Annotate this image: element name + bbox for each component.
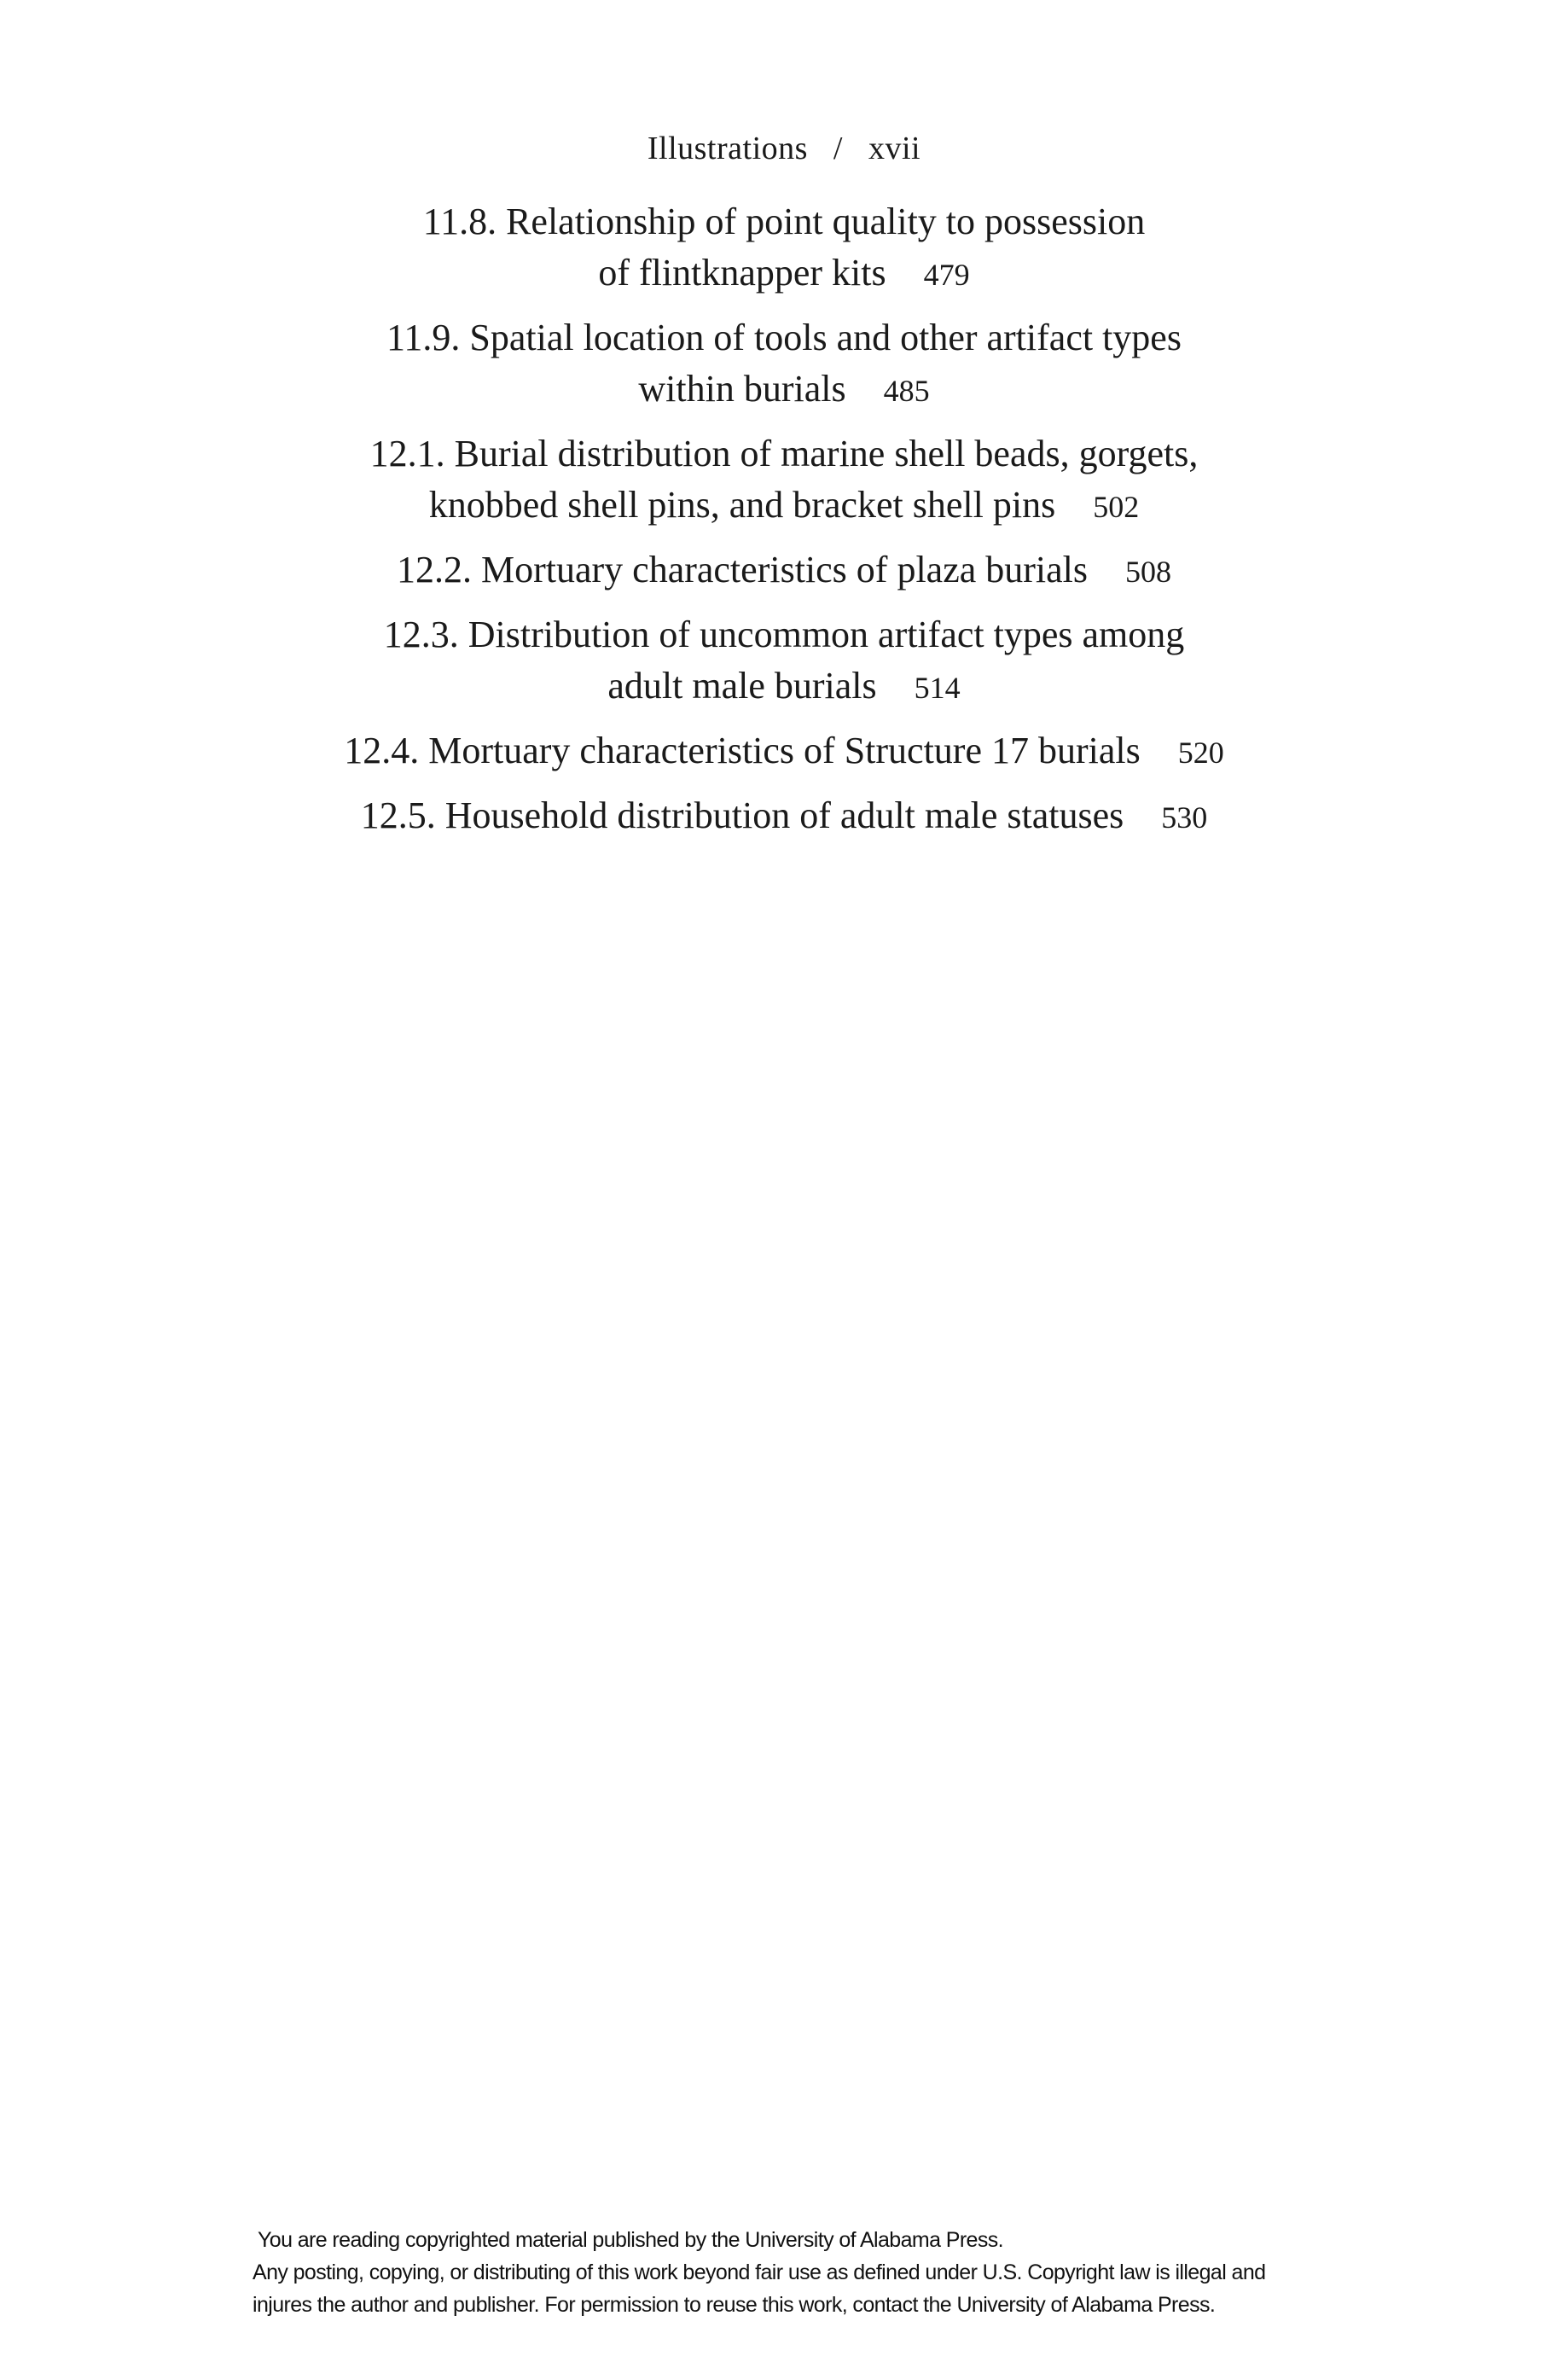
entry-second-line — [0, 364, 1568, 416]
entry-second-line — [0, 660, 1568, 713]
entry-first-line — [0, 312, 1568, 364]
entry-page-number: 485 — [883, 374, 930, 408]
entry-caption: Mortuary characteristics of Structure 17 burials — [428, 730, 1141, 771]
entry-page-number: 479 — [923, 258, 970, 292]
entry-first-line — [0, 544, 1568, 597]
entry-first-line — [0, 609, 1568, 660]
list-item — [0, 609, 1568, 713]
entry-second-line — [0, 247, 1568, 300]
entry-number: 12.2. — [396, 549, 472, 591]
entry-first-line — [0, 428, 1568, 480]
entry-first-line — [0, 725, 1568, 778]
list-item — [0, 428, 1568, 532]
entry-number: 12.4. — [344, 730, 420, 771]
entry-second-line — [0, 480, 1568, 532]
list-item — [0, 544, 1568, 597]
entry-caption: Relationship of point quality to possession — [506, 201, 1146, 242]
copyright-notice-line: You are reading copyrighted material published by the University of Alabama Press. — [258, 2228, 1004, 2252]
list-item — [0, 312, 1568, 416]
entry-first-line — [0, 790, 1568, 843]
entry-page-number: 520 — [1177, 736, 1224, 770]
entry-page-number: 530 — [1161, 800, 1208, 835]
entry-caption: Household distribution of adult male statuses — [444, 794, 1124, 836]
entry-number: 11.9. — [386, 317, 461, 358]
entry-page-number: 508 — [1125, 555, 1172, 589]
entry-caption-continued: of flintknapper kits — [598, 252, 886, 294]
list-item — [0, 725, 1568, 778]
copyright-notice-line: Any posting, copying, or distributing of this work beyond fair use as defined under U.S. Copyright law is illegal and — [253, 2260, 1266, 2284]
list-item — [0, 790, 1568, 843]
entry-first-line — [0, 196, 1568, 247]
entry-caption: Spatial location of tools and other artifact types — [469, 317, 1182, 358]
copyright-notice-line: injures the author and publisher. For permission to reuse this work, contact the University of Alabama Press. — [253, 2293, 1216, 2317]
running-head-separator: / — [833, 131, 843, 166]
entry-caption: Distribution of uncommon artifact types among — [467, 614, 1185, 655]
entry-caption-continued: knobbed shell pins, and bracket shell pins — [428, 484, 1056, 526]
running-head-section: Illustrations — [647, 131, 808, 166]
entry-number: 11.8. — [422, 201, 497, 242]
entry-caption-continued: adult male burials — [607, 665, 877, 707]
entry-page-number: 514 — [914, 671, 961, 705]
entry-caption: Mortuary characteristics of plaza burials — [480, 549, 1089, 591]
running-head — [0, 130, 1568, 167]
entry-number: 12.1. — [369, 433, 445, 474]
entry-number: 12.3. — [383, 614, 459, 655]
copyright-notice — [253, 2224, 1532, 2321]
entry-page-number: 502 — [1093, 490, 1140, 524]
illustrations-list — [0, 196, 1568, 855]
list-item — [0, 196, 1568, 300]
entry-number: 12.5. — [360, 794, 436, 836]
entry-caption: Burial distribution of marine shell beads, gorgets, — [454, 433, 1199, 474]
entry-caption-continued: within burials — [638, 368, 846, 410]
running-head-page-number: xvii — [868, 131, 921, 166]
